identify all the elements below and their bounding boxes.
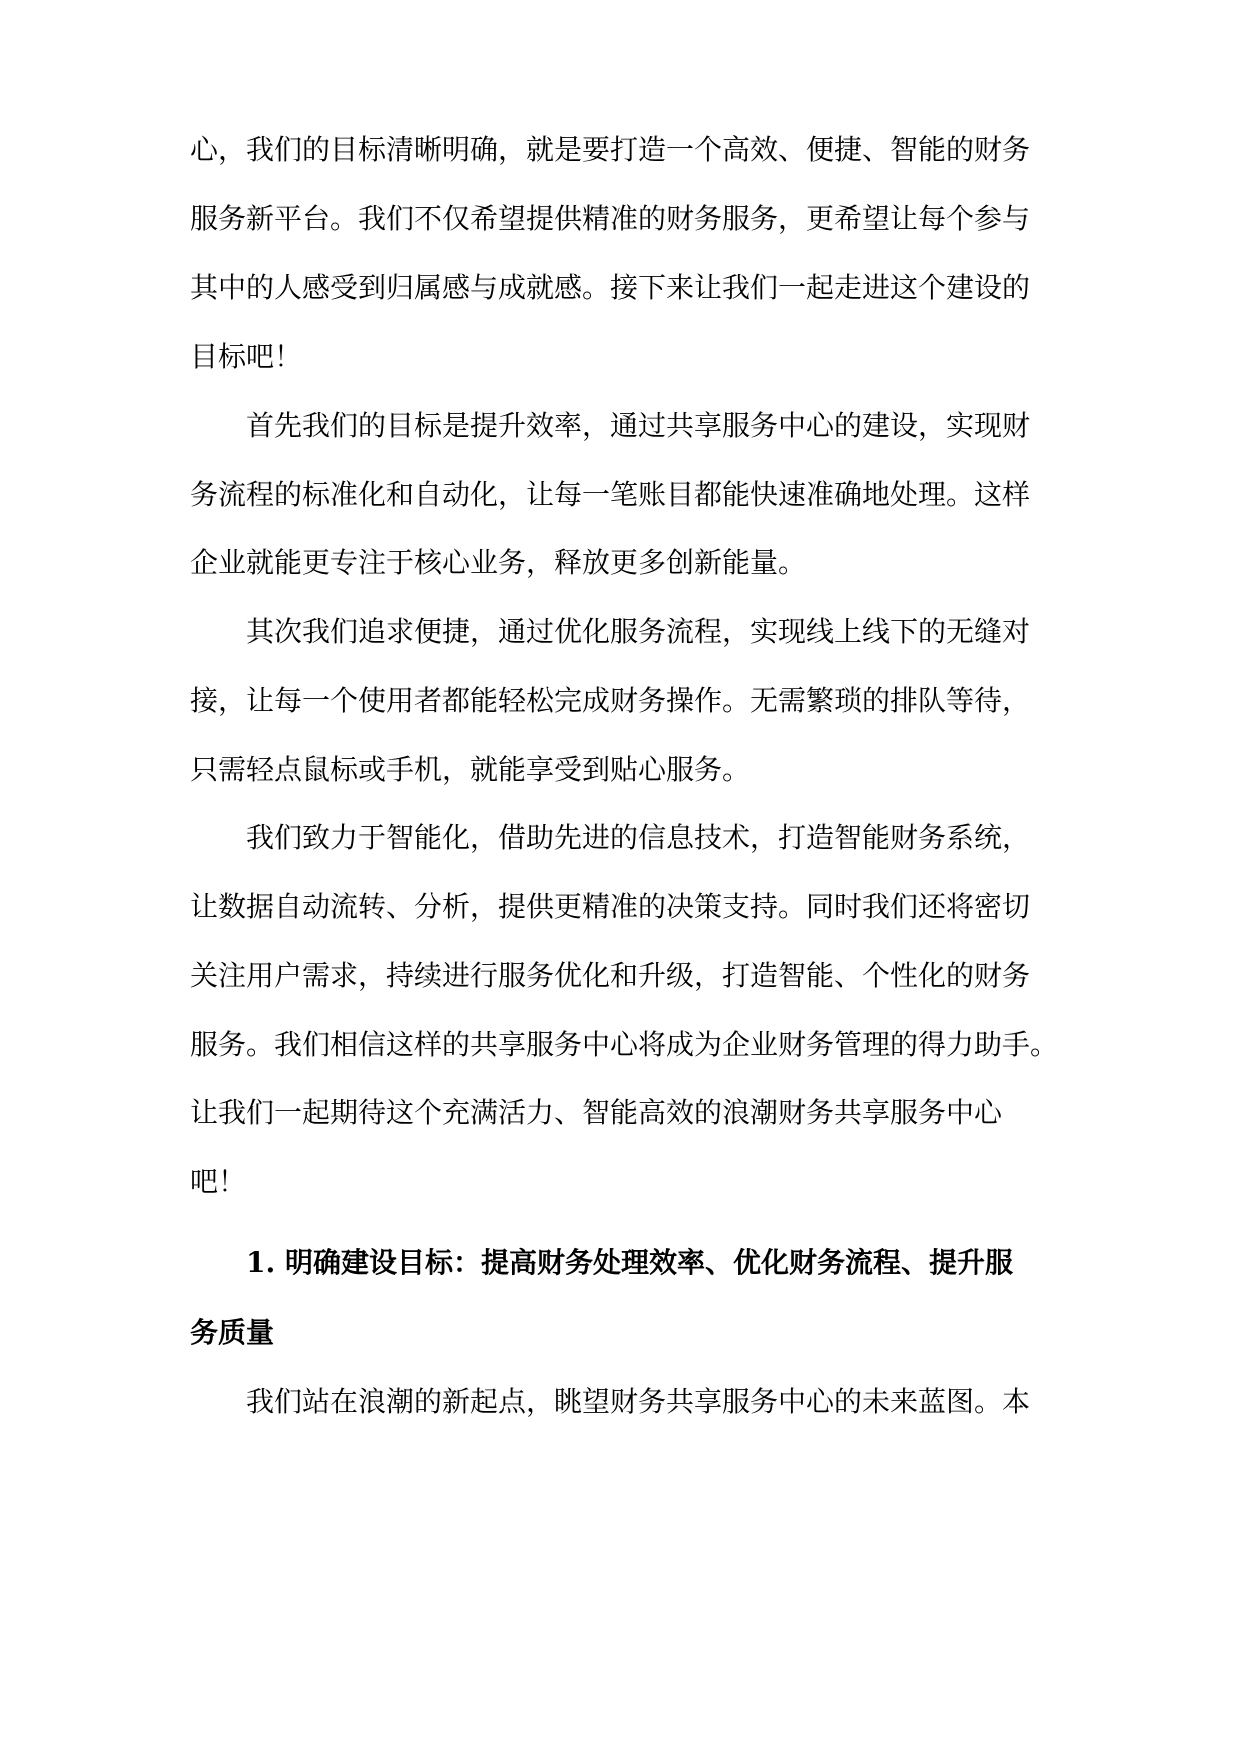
paragraph-intelligence-line-4: 服务。我们相信这样的共享服务中心将成为企业财务管理的得力助手。 [190, 1028, 1059, 1061]
paragraph-intro-line-2: 服务新平台。我们不仅希望提供精准的财务服务，更希望让每个参与 [190, 202, 1031, 235]
paragraph-intro-line-1: 心，我们的目标清晰明确，就是要打造一个高效、便捷、智能的财务 [190, 133, 1031, 166]
paragraph-convenience-line-1: 其次我们追求便捷，通过优化服务流程，实现线上线下的无缝对 [246, 615, 1031, 648]
paragraph-closing-line-1: 我们站在浪潮的新起点，眺望财务共享服务中心的未来蓝图。本 [246, 1385, 1031, 1418]
paragraph-intro-line-3: 其中的人感受到归属感与成就感。接下来让我们一起走进这个建设的 [190, 271, 1031, 304]
paragraph-efficiency-line-2: 务流程的标准化和自动化，让每一笔账目都能快速准确地处理。这样 [190, 478, 1031, 511]
section-heading-line-2: 务质量 [190, 1316, 275, 1349]
paragraph-intelligence-line-5: 让我们一起期待这个充满活力、智能高效的浪潮财务共享服务中心 [190, 1096, 1003, 1129]
paragraph-intelligence-line-1: 我们致力于智能化，借助先进的信息技术，打造智能财务系统， [246, 821, 1031, 854]
section-heading-line-1: 1. 明确建设目标：提高财务处理效率、优化财务流程、提升服 [246, 1246, 1013, 1279]
paragraph-intro-line-4: 目标吧！ [190, 340, 303, 373]
paragraph-convenience-line-3: 只需轻点鼠标或手机，就能享受到贴心服务。 [190, 753, 751, 786]
paragraph-intelligence-line-2: 让数据自动流转、分析，提供更精准的决策支持。同时我们还将密切 [190, 890, 1031, 923]
paragraph-convenience-line-2: 接，让每一个使用者都能轻松完成财务操作。无需繁琐的排队等待， [190, 684, 1031, 717]
paragraph-efficiency-line-3: 企业就能更专注于核心业务，释放更多创新能量。 [190, 546, 807, 579]
paragraph-intelligence-line-3: 关注用户需求，持续进行服务优化和升级，打造智能、个性化的财务 [190, 959, 1031, 992]
paragraph-intelligence-line-6: 吧！ [190, 1165, 247, 1198]
paragraph-efficiency-line-1: 首先我们的目标是提升效率，通过共享服务中心的建设，实现财 [246, 409, 1031, 442]
